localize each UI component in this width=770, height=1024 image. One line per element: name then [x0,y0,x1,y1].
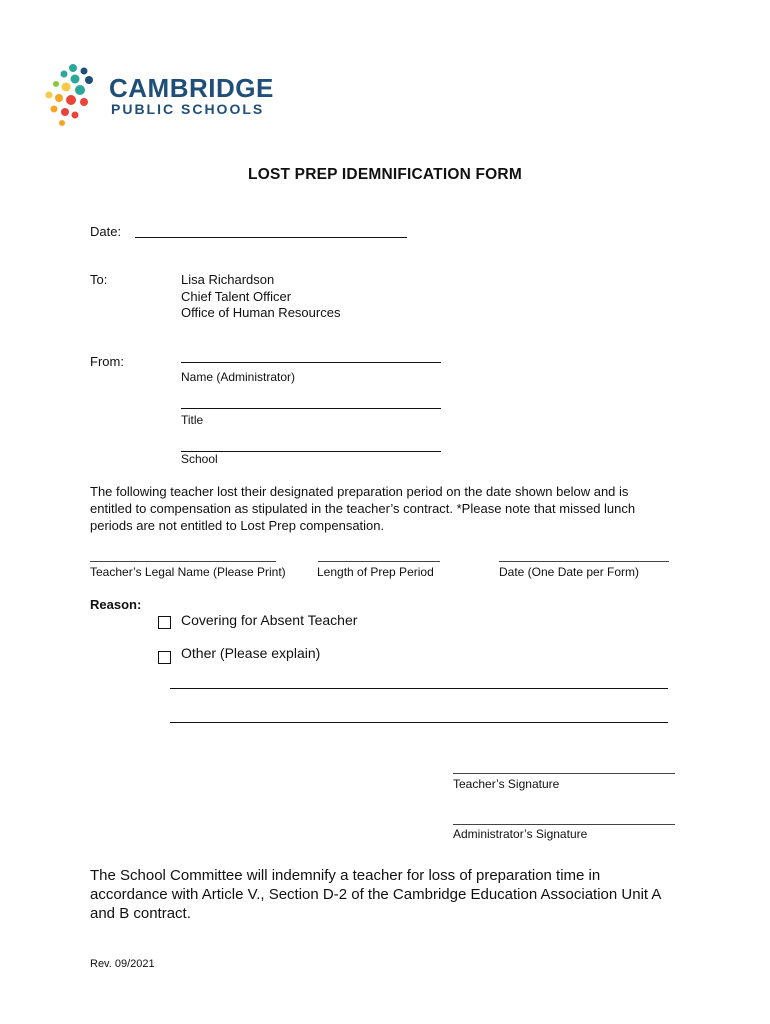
reason-label: Reason: [90,597,142,612]
logo-dots-icon [42,60,104,132]
recipient-role: Chief Talent Officer [181,289,292,304]
from-label: From: [90,354,124,369]
explanation-line-1[interactable] [170,688,668,689]
intro-line-1: The following teacher lost their designated preparation period on the date shown below and is [90,484,629,499]
explanation-line-2[interactable] [170,722,668,723]
prep-length-field[interactable] [318,561,440,562]
other-option-label: Other (Please explain) [181,645,321,661]
intro-line-3: periods are not entitled to Lost Prep compensation. [90,518,385,533]
intro-line-2: entitled to compensation as stipulated in the teacher’s contract. *Please note that missed lunch [90,501,636,516]
closing-line-3: and B contract. [90,905,191,922]
closing-line-1: The School Committee will indemnify a teacher for loss of preparation time in [90,867,601,884]
admin-signature-caption: Administrator’s Signature [453,827,588,841]
admin-name-field[interactable] [181,362,441,363]
logo-subtitle: PUBLIC SCHOOLS [111,101,265,117]
prep-date-field[interactable] [499,561,669,562]
date-field[interactable] [135,237,407,238]
admin-title-field[interactable] [181,408,441,409]
teacher-signature-field[interactable] [453,773,675,774]
school-field[interactable] [181,451,441,452]
covering-option-label: Covering for Absent Teacher [181,612,358,628]
prep-length-caption: Length of Prep Period [317,565,434,579]
closing-paragraph [90,866,710,923]
closing-line-2: accordance with Article V., Section D-2 of the Cambridge Education Association Unit A [90,886,662,903]
logo-title: CAMBRIDGE [109,73,274,103]
admin-signature-field[interactable] [453,824,675,825]
prep-date-caption: Date (One Date per Form) [499,565,640,579]
other-checkbox[interactable] [158,651,171,664]
to-label: To: [90,272,108,287]
admin-name-caption: Name (Administrator) [181,370,296,384]
intro-paragraph [90,483,690,534]
teacher-name-caption: Teacher’s Legal Name (Please Print) [90,565,286,579]
recipient-name: Lisa Richardson [181,272,275,287]
recipient-office: Office of Human Resources [181,305,341,320]
teacher-name-field[interactable] [90,561,276,562]
teacher-signature-caption: Teacher’s Signature [453,777,560,791]
admin-title-caption: Title [181,413,204,427]
form-title: LOST PREP IDEMNIFICATION FORM [248,166,522,183]
revision-note: Rev. 09/2021 [90,958,155,970]
covering-checkbox[interactable] [158,616,171,629]
date-label: Date: [90,224,122,239]
logo [42,60,272,132]
school-caption: School [181,452,218,466]
